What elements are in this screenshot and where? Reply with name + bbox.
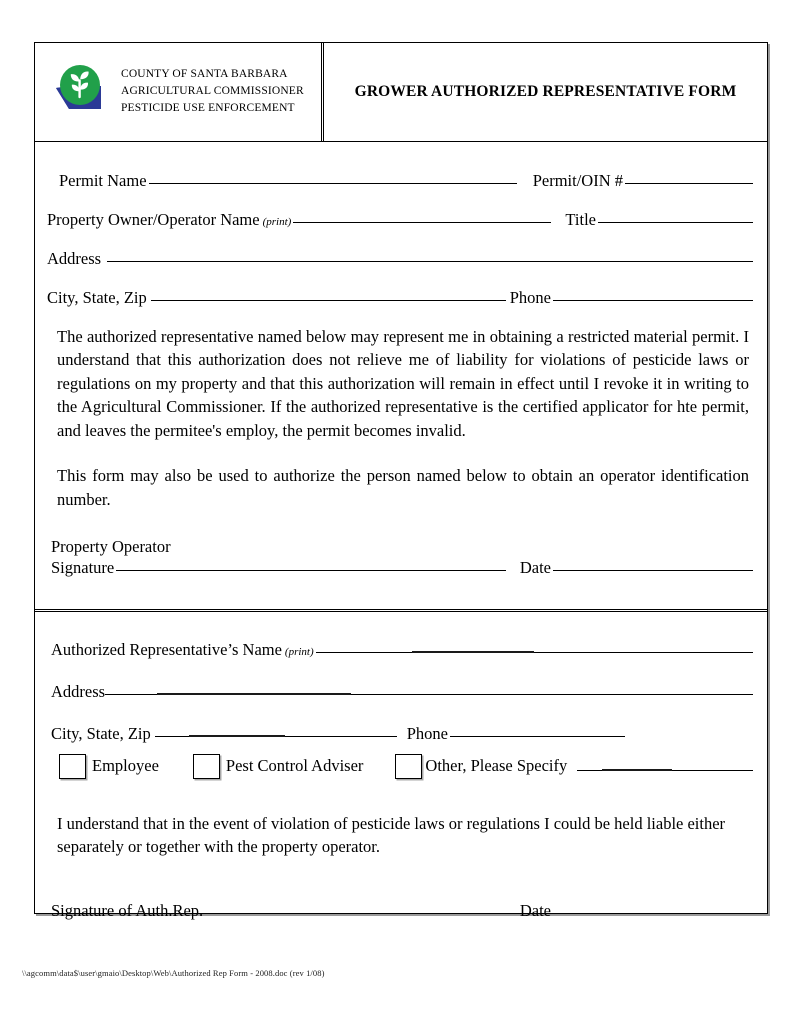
checkbox-other-specify-input-line[interactable] (577, 770, 753, 771)
rep-type-checkbox-row (47, 754, 755, 779)
owner-signature-caption: Property Operator (51, 536, 171, 556)
owner-date-label: Date (519, 557, 551, 577)
rep-name-print-note: (print) (284, 645, 314, 658)
section-divider (35, 609, 767, 612)
owner-title-label: Title (565, 210, 596, 229)
header-title-cell (324, 43, 767, 141)
footer-file-path: \\agcomm\data$\user\gmaio\Desktop\Web\Authorized Rep Form - 2008.doc (rev 1/08) (22, 968, 325, 978)
agency-line-commissioner: AGRICULTURAL COMMISSIONER (121, 85, 304, 98)
row-owner-name (47, 210, 755, 230)
row-rep-name (47, 640, 755, 660)
rep-liability-paragraph: I understand that in the event of violation of pesticide laws or regulations I could be held liable either separately or together with the property operator. (57, 813, 726, 857)
owner-signature-input-line[interactable] (116, 570, 506, 571)
owner-signature-label: Signature (51, 557, 115, 577)
checkbox-pest-control-adviser[interactable] (193, 754, 220, 779)
rep-address-input-line[interactable] (105, 694, 753, 695)
rep-date-label: Date (519, 900, 551, 920)
owner-signature-block (47, 537, 755, 578)
checkbox-other-label: Other, Please Specify (425, 756, 568, 776)
rep-signature-input-line[interactable] (205, 913, 506, 914)
owner-name-input-line[interactable] (293, 222, 551, 223)
permit-name-label: Permit Name (59, 171, 147, 190)
header-agency-cell (35, 43, 324, 141)
row-permit-name (47, 171, 755, 191)
rep-phone-label: Phone (406, 723, 448, 743)
owner-name-label: Property Owner/Operator Name (47, 210, 260, 229)
owner-oin-paragraph: This form may also be used to authorize the person named below to obtain an operator identification number. (57, 466, 749, 509)
row-rep-signature (47, 901, 755, 921)
form-title: GROWER AUTHORIZED REPRESENTATIVE FORM (354, 83, 737, 100)
owner-phone-input-line[interactable] (553, 300, 753, 301)
checkbox-other[interactable] (395, 754, 422, 779)
owner-title-input-line[interactable] (598, 222, 753, 223)
owner-address-label: Address (47, 249, 102, 268)
row-rep-city-phone (47, 724, 755, 744)
form-body (35, 142, 767, 920)
owner-authorization-paragraph: The authorized representative named below may represent me in obtaining a restricted material permit. I understand that this authorization does not relieve me of liability for violations of pesticide laws or regulations on my property and that this authorization will remain in effect until I revoke it in writing to the Agricultural Commissioner. If the authorized representative is the certified applicator for hte permit, and leaves the permitee's employ, the permit becomes invalid. (57, 327, 749, 440)
row-owner-signature (47, 558, 755, 578)
checkbox-employee[interactable] (59, 754, 86, 779)
form-outer-frame (34, 42, 768, 920)
owner-address-input-line[interactable] (107, 261, 753, 262)
rep-address-label: Address (51, 681, 106, 701)
owner-city-state-zip-input-line[interactable] (151, 300, 506, 301)
rep-city-state-zip-label: City, State, Zip (51, 723, 151, 743)
permit-oin-input-line[interactable] (625, 183, 753, 184)
row-owner-city-phone (47, 288, 755, 308)
county-agriculture-logo-icon (51, 61, 113, 123)
rep-city-state-zip-input-line[interactable] (155, 736, 397, 737)
row-rep-address (47, 682, 755, 702)
permit-oin-label: Permit/OIN # (532, 171, 623, 190)
owner-name-print-note: (print) (262, 216, 292, 228)
form-header-table (35, 43, 767, 142)
permit-name-input-line[interactable] (149, 183, 517, 184)
rep-name-input-line[interactable] (316, 652, 753, 653)
row-owner-address (47, 249, 755, 269)
checkbox-pest-control-adviser-label: Pest Control Adviser (225, 756, 364, 776)
agency-line-county: COUNTY OF SANTA BARBARA (121, 68, 288, 81)
rep-phone-input-line[interactable] (450, 736, 625, 737)
rep-date-input-line[interactable] (553, 913, 753, 914)
owner-city-state-zip-label: City, State, Zip (47, 288, 147, 307)
agency-line-enforcement: PESTICIDE USE ENFORCEMENT (121, 102, 295, 115)
rep-name-label: Authorized Representative’s Name (51, 639, 282, 659)
owner-date-input-line[interactable] (553, 570, 753, 571)
owner-phone-label: Phone (509, 288, 551, 307)
rep-signature-label: Signature of Auth.Rep. (51, 900, 204, 920)
checkbox-employee-label: Employee (92, 756, 159, 776)
agency-name-block (121, 66, 304, 117)
